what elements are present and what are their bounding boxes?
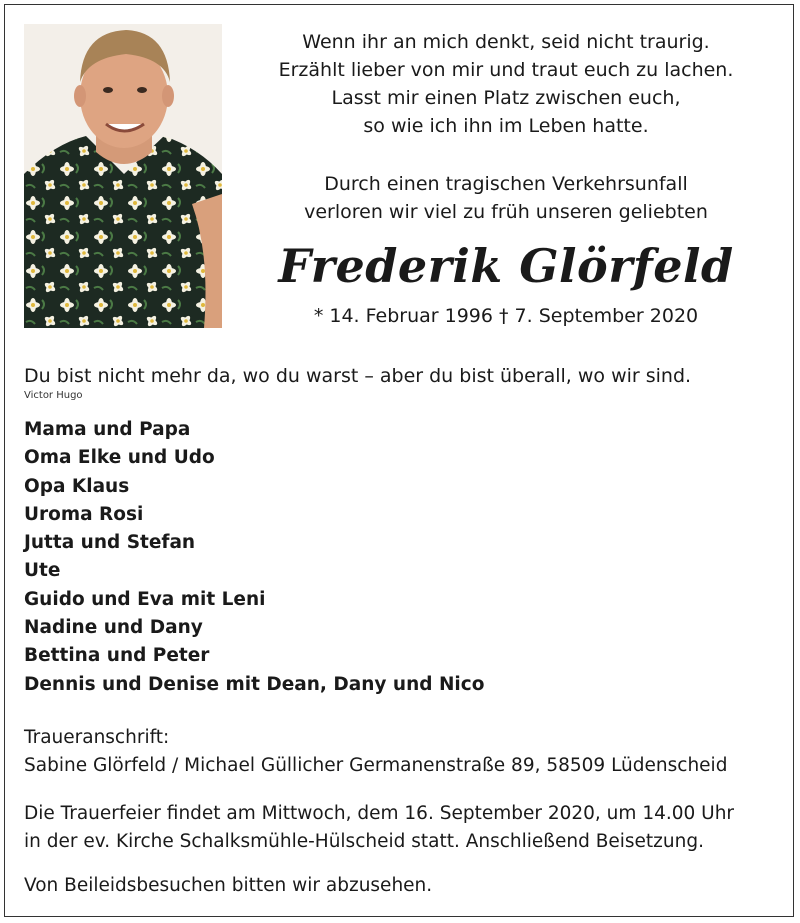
intro-text bbox=[236, 170, 776, 226]
portrait-photo bbox=[24, 24, 222, 328]
service-line: Die Trauerfeier findet am Mittwoch, dem 16. September 2020, um 14.00 Uhr bbox=[24, 803, 735, 824]
funeral-service-info bbox=[24, 800, 734, 856]
deceased-name: Frederik Glörfeld bbox=[278, 239, 734, 293]
mourner-entry: Jutta und Stefan bbox=[24, 532, 196, 554]
poem-line: Lasst mir einen Platz zwischen euch, bbox=[331, 87, 681, 109]
poem-line: Wenn ihr an mich denkt, seid nicht traurig. bbox=[302, 31, 710, 53]
mourning-address bbox=[24, 724, 727, 780]
mourner-entry: Nadine und Dany bbox=[24, 617, 203, 639]
quote-author: Victor Hugo bbox=[24, 390, 83, 401]
poem-line: so wie ich ihn im Leben hatte. bbox=[363, 115, 649, 137]
mourner-entry: Dennis und Denise mit Dean, Dany und Nico bbox=[24, 673, 485, 695]
quote-text: Du bist nicht mehr da, wo du warst – aber du bist überall, wo wir sind. bbox=[24, 365, 692, 387]
mourner-entry: Guido und Eva mit Leni bbox=[24, 588, 266, 610]
mourner-entry: Mama und Papa bbox=[24, 419, 191, 440]
address-label: Traueranschrift: bbox=[24, 727, 170, 748]
mourner-entry: Opa Klaus bbox=[24, 475, 130, 497]
mourners-list bbox=[24, 416, 484, 699]
mourner-entry: Oma Elke und Udo bbox=[24, 447, 215, 469]
service-line: in der ev. Kirche Schalksmühle-Hülscheid statt. Anschließend Beisetzung. bbox=[24, 831, 704, 852]
mourner-entry: Bettina und Peter bbox=[24, 645, 210, 667]
poem bbox=[236, 28, 776, 140]
mourner-entry: Uroma Rosi bbox=[24, 503, 144, 525]
address-line: Sabine Glörfeld / Michael Güllicher Germanenstraße 89, 58509 Lüdenscheid bbox=[24, 755, 728, 776]
poem-line: Erzählt lieber von mir und traut euch zu lachen. bbox=[278, 59, 734, 81]
life-dates: * 14. Februar 1996 † 7. September 2020 bbox=[313, 305, 699, 327]
closing-note: Von Beileidsbesuchen bitten wir abzusehen. bbox=[24, 875, 433, 896]
portrait-illustration bbox=[24, 24, 222, 328]
intro-line: verloren wir viel zu früh unseren geliebten bbox=[304, 201, 708, 223]
intro-line: Durch einen tragischen Verkehrsunfall bbox=[324, 173, 688, 195]
mourner-entry: Ute bbox=[24, 560, 61, 582]
